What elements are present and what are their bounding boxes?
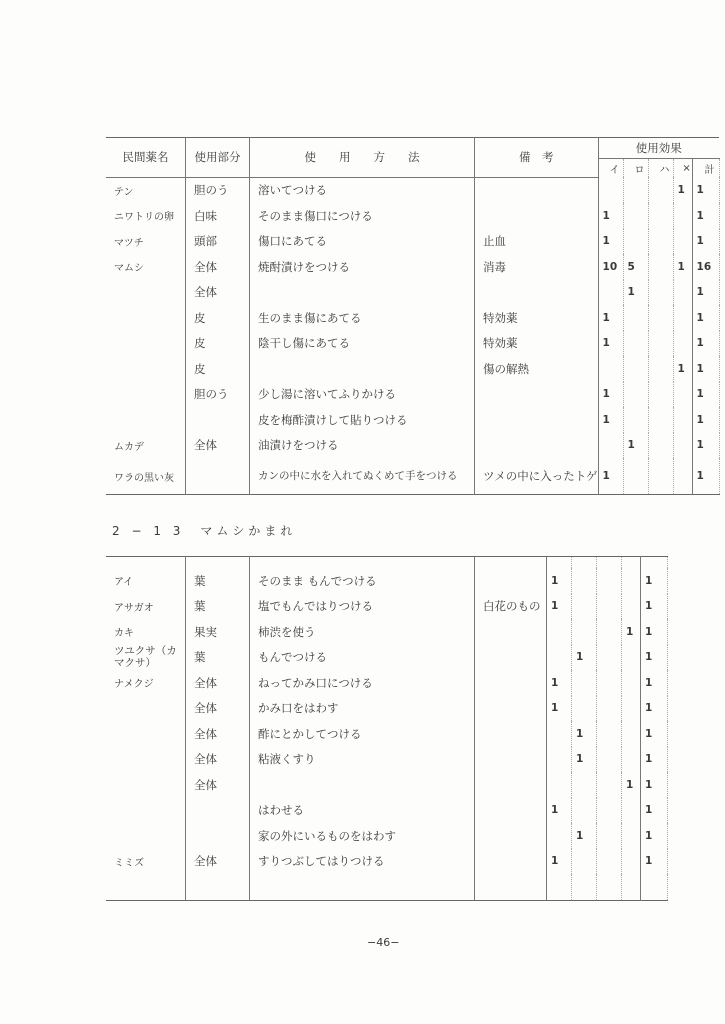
effect-i: 1 <box>598 407 623 433</box>
table-row <box>106 203 719 229</box>
effect-ha <box>597 696 622 722</box>
effect-total: 1 <box>641 645 668 671</box>
table-row <box>106 772 668 798</box>
note: 止血 <box>475 229 599 255</box>
remedy-name: マムシ <box>106 254 186 280</box>
note: 白花のもの <box>475 594 547 620</box>
table-row <box>106 331 719 357</box>
usage-method: かみ口をはわす <box>250 696 475 722</box>
usage-method: 陰干し傷にあてる <box>250 331 475 357</box>
effect-i: 1 <box>547 849 572 875</box>
effect-ha <box>597 849 622 875</box>
part-used: 白味 <box>186 203 250 229</box>
note <box>475 849 547 875</box>
effect-ha <box>648 331 673 357</box>
note: ツメの中に入ったトゲ <box>475 458 599 495</box>
effect-x <box>673 229 692 255</box>
remedy-name: テン <box>106 177 186 203</box>
effect-x: 1 <box>673 177 692 203</box>
table-row <box>106 670 668 696</box>
usage-method: そのまま もんでつける <box>250 568 475 594</box>
remedy-table-1 <box>106 137 720 495</box>
effect-total: 1 <box>641 823 668 849</box>
effect-total: 1 <box>641 594 668 620</box>
usage-method: カンの中に水を入れてぬくめて手をつける <box>250 458 475 495</box>
effect-ha <box>648 305 673 331</box>
note: 特効薬 <box>475 305 599 331</box>
part-used: 皮 <box>186 331 250 357</box>
table-row <box>106 382 719 408</box>
effect-total: 1 <box>641 772 668 798</box>
effect-x <box>673 280 692 306</box>
effect-i <box>547 747 572 773</box>
table-row <box>106 407 719 433</box>
usage-method: はわせる <box>250 798 475 824</box>
remedy-name <box>106 356 186 382</box>
effect-total: 1 <box>641 619 668 645</box>
effect-ha <box>648 229 673 255</box>
col-header-total: 計 <box>692 159 719 178</box>
usage-method <box>250 280 475 306</box>
effect-ro <box>572 594 597 620</box>
part-used: 全体 <box>186 772 250 798</box>
table-row <box>106 798 668 824</box>
effect-total: 1 <box>692 229 719 255</box>
col-header-ha: ハ <box>648 159 673 178</box>
effect-ro <box>572 568 597 594</box>
effect-i: 1 <box>547 568 572 594</box>
remedy-name: ナメクジ <box>106 670 186 696</box>
remedy-name: ムカデ <box>106 433 186 459</box>
effect-x <box>622 721 641 747</box>
effect-ro: 5 <box>623 254 648 280</box>
effect-ha <box>648 433 673 459</box>
part-used: 全体 <box>186 433 250 459</box>
effect-i: 10 <box>598 254 623 280</box>
part-used: 全体 <box>186 849 250 875</box>
table-row <box>106 177 719 203</box>
effect-ro <box>623 356 648 382</box>
part-used: 全体 <box>186 670 250 696</box>
usage-method: 焼酎漬けをつける <box>250 254 475 280</box>
effect-i: 1 <box>547 798 572 824</box>
effect-i <box>598 356 623 382</box>
effect-x <box>673 407 692 433</box>
remedy-name <box>106 823 186 849</box>
remedy-name: マツチ <box>106 229 186 255</box>
part-used: 果実 <box>186 619 250 645</box>
effect-x <box>622 670 641 696</box>
col-header-effect: 使用効果 <box>598 138 719 159</box>
remedy-name <box>106 407 186 433</box>
note <box>475 823 547 849</box>
effect-ro: 1 <box>623 280 648 306</box>
table-row <box>106 645 668 671</box>
effect-total: 1 <box>692 433 719 459</box>
effect-ha <box>648 458 673 495</box>
part-used: 葉 <box>186 645 250 671</box>
effect-ha <box>597 619 622 645</box>
effect-x <box>622 798 641 824</box>
remedy-name <box>106 305 186 331</box>
note <box>475 798 547 824</box>
effect-i: 1 <box>598 305 623 331</box>
remedy-name <box>106 721 186 747</box>
usage-method: そのまま傷口につける <box>250 203 475 229</box>
note <box>475 382 599 408</box>
effect-total: 1 <box>692 305 719 331</box>
note <box>475 747 547 773</box>
part-used <box>186 823 250 849</box>
note <box>475 407 599 433</box>
note <box>475 696 547 722</box>
table-row <box>106 305 719 331</box>
note <box>475 619 547 645</box>
effect-ro: 1 <box>623 433 648 459</box>
table-row <box>106 594 668 620</box>
remedy-name <box>106 280 186 306</box>
usage-method <box>250 772 475 798</box>
col-header-x: × <box>673 159 692 178</box>
effect-ro <box>623 331 648 357</box>
note <box>475 568 547 594</box>
effect-total: 1 <box>692 458 719 495</box>
note <box>475 177 599 203</box>
effect-ha <box>597 823 622 849</box>
effect-ro <box>572 798 597 824</box>
part-used <box>186 798 250 824</box>
usage-method: 酢にとかしてつける <box>250 721 475 747</box>
table-row <box>106 229 719 255</box>
table-row <box>106 721 668 747</box>
part-used: 胆のう <box>186 382 250 408</box>
effect-i: 1 <box>598 229 623 255</box>
col-header-ro: ロ <box>623 159 648 178</box>
effect-total: 1 <box>641 721 668 747</box>
effect-ro <box>623 177 648 203</box>
note <box>475 772 547 798</box>
usage-method <box>250 356 475 382</box>
remedy-name: アサガオ <box>106 594 186 620</box>
page-number: −46− <box>367 936 400 949</box>
note <box>475 721 547 747</box>
effect-i: 1 <box>598 458 623 495</box>
table-row <box>106 356 719 382</box>
usage-method: 塩でもんではりつける <box>250 594 475 620</box>
effect-ro <box>623 458 648 495</box>
effect-x <box>622 696 641 722</box>
remedy-name: カキ <box>106 619 186 645</box>
effect-x <box>673 382 692 408</box>
effect-total: 1 <box>641 747 668 773</box>
effect-x <box>673 433 692 459</box>
note <box>475 645 547 671</box>
remedy-name <box>106 382 186 408</box>
part-used: 葉 <box>186 568 250 594</box>
part-used: 全体 <box>186 747 250 773</box>
effect-x <box>622 849 641 875</box>
usage-method: ねってかみ口につける <box>250 670 475 696</box>
part-used <box>186 458 250 495</box>
remedy-name: ニワトリの卵 <box>106 203 186 229</box>
effect-total: 1 <box>692 356 719 382</box>
usage-method: 生のまま傷にあてる <box>250 305 475 331</box>
effect-x: 1 <box>622 772 641 798</box>
remedy-name: ミミズ <box>106 849 186 875</box>
effect-ha <box>648 177 673 203</box>
effect-ro <box>572 772 597 798</box>
table-row <box>106 568 668 594</box>
usage-method: 粘液くすり <box>250 747 475 773</box>
effect-ha <box>597 670 622 696</box>
note <box>475 433 599 459</box>
effect-x: 1 <box>622 619 641 645</box>
effect-ro <box>572 849 597 875</box>
effect-total: 1 <box>641 849 668 875</box>
effect-x: 1 <box>673 254 692 280</box>
effect-total: 1 <box>692 331 719 357</box>
effect-total: 1 <box>641 670 668 696</box>
effect-ha <box>597 772 622 798</box>
effect-ha <box>648 203 673 229</box>
table-row <box>106 280 719 306</box>
remedy-name: ワラの黒い灰 <box>106 458 186 495</box>
remedy-name <box>106 798 186 824</box>
effect-x <box>673 203 692 229</box>
effect-i <box>547 823 572 849</box>
col-header-note: 備 考 <box>475 138 599 178</box>
col-header-name: 民間薬名 <box>106 138 186 178</box>
usage-method: 傷口にあてる <box>250 229 475 255</box>
part-used <box>186 407 250 433</box>
effect-x <box>673 458 692 495</box>
remedy-name <box>106 772 186 798</box>
effect-ro <box>572 619 597 645</box>
effect-ro: 1 <box>572 747 597 773</box>
effect-x <box>622 594 641 620</box>
note: 傷の解熱 <box>475 356 599 382</box>
table-row <box>106 849 668 875</box>
effect-ha <box>597 747 622 773</box>
effect-ha <box>597 798 622 824</box>
remedy-name: ツユクサ（カマクサ） <box>106 645 186 671</box>
spacer-row <box>106 557 668 569</box>
effect-ha <box>648 280 673 306</box>
part-used: 皮 <box>186 305 250 331</box>
effect-i <box>598 433 623 459</box>
effect-x <box>622 747 641 773</box>
part-used: 胆のう <box>186 177 250 203</box>
note: 消毒 <box>475 254 599 280</box>
effect-total: 1 <box>641 798 668 824</box>
effect-ha <box>597 645 622 671</box>
effect-ro <box>623 229 648 255</box>
effect-ro <box>623 305 648 331</box>
table-row <box>106 254 719 280</box>
effect-total: 1 <box>692 203 719 229</box>
usage-method: 油漬けをつける <box>250 433 475 459</box>
part-used: 全体 <box>186 254 250 280</box>
usage-method: 少し湯に溶いてふりかける <box>250 382 475 408</box>
note: 特効薬 <box>475 331 599 357</box>
spacer-row <box>106 874 668 901</box>
effect-ro <box>572 696 597 722</box>
part-used: 全体 <box>186 696 250 722</box>
effect-ro <box>623 382 648 408</box>
table-row <box>106 458 719 495</box>
effect-i <box>547 721 572 747</box>
effect-i <box>598 177 623 203</box>
usage-method: 溶いてつける <box>250 177 475 203</box>
table-row <box>106 433 719 459</box>
effect-i: 1 <box>547 594 572 620</box>
effect-i <box>547 772 572 798</box>
effect-i: 1 <box>598 203 623 229</box>
remedy-name <box>106 747 186 773</box>
effect-x <box>673 305 692 331</box>
effect-ha <box>648 356 673 382</box>
effect-ha <box>648 254 673 280</box>
note <box>475 280 599 306</box>
usage-method: すりつぶしてはりつける <box>250 849 475 875</box>
part-used: 頭部 <box>186 229 250 255</box>
effect-total: 1 <box>641 696 668 722</box>
effect-total: 1 <box>692 382 719 408</box>
effect-ha <box>597 594 622 620</box>
effect-x <box>622 823 641 849</box>
effect-ro <box>623 203 648 229</box>
usage-method: 皮を梅酢漬けして貼りつける <box>250 407 475 433</box>
part-used: 葉 <box>186 594 250 620</box>
effect-ha <box>648 382 673 408</box>
effect-i <box>598 280 623 306</box>
effect-ro <box>572 670 597 696</box>
effect-x <box>622 568 641 594</box>
effect-x <box>622 645 641 671</box>
part-used: 全体 <box>186 280 250 306</box>
section-heading: 2 − 1 3 マムシかまれ <box>112 524 297 538</box>
table-row <box>106 823 668 849</box>
col-header-method: 使 用 方 法 <box>250 138 475 178</box>
remedy-table-2 <box>106 556 668 901</box>
effect-ha <box>597 568 622 594</box>
col-header-part: 使用部分 <box>186 138 250 178</box>
remedy-name: アイ <box>106 568 186 594</box>
effect-total: 1 <box>641 568 668 594</box>
effect-i: 1 <box>547 670 572 696</box>
effect-x: 1 <box>673 356 692 382</box>
effect-i: 1 <box>598 382 623 408</box>
col-header-i: イ <box>598 159 623 178</box>
effect-i: 1 <box>547 696 572 722</box>
effect-ro: 1 <box>572 721 597 747</box>
remedy-name <box>106 331 186 357</box>
effect-ro <box>623 407 648 433</box>
part-used: 全体 <box>186 721 250 747</box>
effect-i <box>547 619 572 645</box>
part-used: 皮 <box>186 356 250 382</box>
effect-ha <box>648 407 673 433</box>
usage-method: 家の外にいるものをはわす <box>250 823 475 849</box>
usage-method: もんでつける <box>250 645 475 671</box>
note <box>475 670 547 696</box>
effect-ro: 1 <box>572 645 597 671</box>
effect-total: 1 <box>692 280 719 306</box>
effect-ha <box>597 721 622 747</box>
effect-i <box>547 645 572 671</box>
usage-method: 柿渋を使う <box>250 619 475 645</box>
effect-x <box>673 331 692 357</box>
effect-total: 16 <box>692 254 719 280</box>
table-row <box>106 747 668 773</box>
effect-ro: 1 <box>572 823 597 849</box>
effect-i: 1 <box>598 331 623 357</box>
table-row <box>106 619 668 645</box>
note <box>475 203 599 229</box>
remedy-name <box>106 696 186 722</box>
effect-total: 1 <box>692 177 719 203</box>
table-row <box>106 696 668 722</box>
effect-total: 1 <box>692 407 719 433</box>
